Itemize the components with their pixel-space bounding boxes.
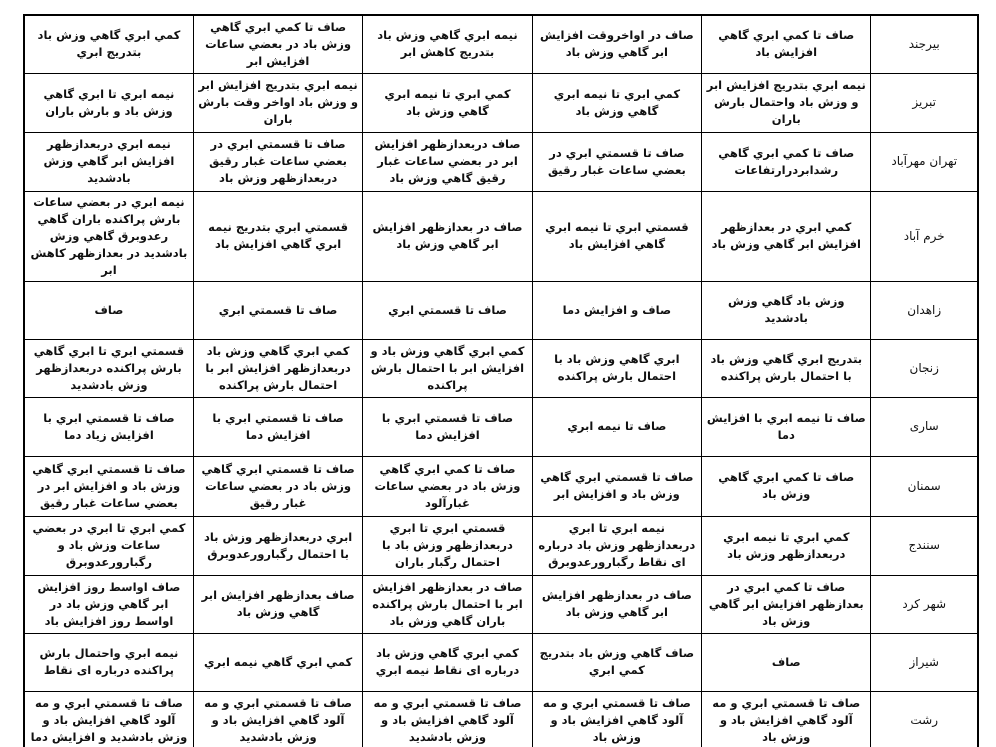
forecast-cell-day-4: صاف تا قسمتي ابري و مه آلود گاهي افزايش باد و وزش بادشديد [193, 691, 362, 747]
city-name: رشت [871, 691, 978, 747]
forecast-cell-day-1: صاف [702, 633, 871, 691]
city-name: شهر كرد [871, 575, 978, 633]
table-row [24, 73, 978, 132]
table-row [24, 15, 978, 73]
city-name: تبريز [871, 73, 978, 132]
forecast-cell-day-4: قسمتي ابري بتدريج نيمه ابري گاهي افزايش باد [193, 191, 362, 281]
forecast-cell-day-5: صاف [24, 281, 193, 339]
forecast-table-body [24, 15, 978, 747]
forecast-cell-day-3: قسمتي ابري تا ابري دربعدازظهر وزش باد با احتمال رگبار باران [363, 516, 532, 575]
table-row [24, 281, 978, 339]
city-name: بیرجند [871, 15, 978, 73]
table-row [24, 191, 978, 281]
forecast-cell-day-1: صاف تا كمي ابري گاهي رشدابردرارتفاعات [702, 132, 871, 191]
forecast-cell-day-5: كمي ابري تا ابري در بعضي ساعات وزش باد و رگبارورعدوبرق [24, 516, 193, 575]
forecast-cell-day-2: صاف تا قسمتي ابري گاهي وزش باد و افزايش ابر [532, 456, 701, 516]
weather-forecast-table [23, 14, 979, 747]
forecast-cell-day-3: كمي ابري گاهي وزش باد درباره اى نقاط نيمه ابري [363, 633, 532, 691]
forecast-cell-day-1: وزش باد گاهي وزش بادشديد [702, 281, 871, 339]
forecast-cell-day-1: بتدريج ابري گاهي وزش باد با احتمال بارش پراكنده [702, 339, 871, 397]
city-name: خرم آباد [871, 191, 978, 281]
forecast-cell-day-5: قسمتي ابري تا ابري گاهي بارش پراكنده دربعدازظهر وزش بادشديد [24, 339, 193, 397]
forecast-cell-day-3: صاف دربعدازظهر افزايش ابر در بعضي ساعات غبار رقيق گاهي وزش باد [363, 132, 532, 191]
forecast-cell-day-3: صاف تا قسمتي ابري با افزايش دما [363, 397, 532, 456]
forecast-cell-day-2: صاف و افزايش دما [532, 281, 701, 339]
table-row [24, 691, 978, 747]
forecast-cell-day-1: صاف تا كمي ابري گاهي وزش باد [702, 456, 871, 516]
forecast-cell-day-3: كمي ابري تا نيمه ابري گاهي وزش باد [363, 73, 532, 132]
forecast-cell-day-3: صاف در بعدازظهر افزايش ابر گاهي وزش باد [363, 191, 532, 281]
forecast-cell-day-5: نيمه ابري تا ابري گاهي وزش باد و بارش باران [24, 73, 193, 132]
forecast-cell-day-4: كمي ابري گاهي وزش باد دربعدازظهر افزايش ابر با احتمال بارش پراكنده [193, 339, 362, 397]
table-row [24, 575, 978, 633]
forecast-cell-day-2: ابري گاهي وزش باد با احتمال بارش پراكنده [532, 339, 701, 397]
forecast-cell-day-4: صاف بعدازظهر افزايش ابر گاهي وزش باد [193, 575, 362, 633]
forecast-cell-day-5: كمي ابري گاهي وزش باد بتدريج ابري [24, 15, 193, 73]
forecast-cell-day-2: صاف تا نيمه ابري [532, 397, 701, 456]
table-row [24, 397, 978, 456]
city-name: ساری [871, 397, 978, 456]
forecast-cell-day-1: نيمه ابري بتدريج افزايش ابر و وزش باد واحتمال بارش باران [702, 73, 871, 132]
city-name: سنندج [871, 516, 978, 575]
forecast-cell-day-4: صاف تا كمي ابري گاهي وزش باد در بعضي ساعات افزايش ابر [193, 15, 362, 73]
city-name: زنجان [871, 339, 978, 397]
forecast-cell-day-2: صاف در بعدازظهر افزايش ابر گاهي وزش باد [532, 575, 701, 633]
forecast-cell-day-5: صاف تا قسمتي ابري گاهي وزش باد و افزايش ابر در بعضي ساعات غبار رقيق [24, 456, 193, 516]
city-name: شيراز [871, 633, 978, 691]
forecast-cell-day-5: صاف تا قسمتي ابري با افزايش زياد دما [24, 397, 193, 456]
forecast-cell-day-2: صاف تا قسمتي ابري و مه آلود گاهي افزايش باد و وزش باد [532, 691, 701, 747]
forecast-cell-day-3: صاف تا كمي ابري گاهي وزش باد در بعضي ساعات غبارآلود [363, 456, 532, 516]
table-row [24, 339, 978, 397]
forecast-cell-day-4: صاف تا قسمتي ابري با افزايش دما [193, 397, 362, 456]
forecast-cell-day-1: صاف تا قسمتي ابري و مه آلود گاهي افزايش باد و وزش باد [702, 691, 871, 747]
forecast-cell-day-1: صاف تا نيمه ابري با افزايش دما [702, 397, 871, 456]
forecast-cell-day-3: كمي ابري گاهي وزش باد و افزايش ابر با احتمال بارش پراكنده [363, 339, 532, 397]
forecast-cell-day-1: صاف تا كمي ابري در بعدازظهر افزايش ابر گاهي وزش باد [702, 575, 871, 633]
forecast-cell-day-1: كمي ابري در بعدازظهر افزايش ابر گاهي وزش باد [702, 191, 871, 281]
table-row [24, 516, 978, 575]
forecast-cell-day-2: نيمه ابري تا ابري دربعدازظهر وزش باد درباره اى نقاط رگبارورعدوبرق [532, 516, 701, 575]
forecast-cell-day-2: كمي ابري تا نيمه ابري گاهي وزش باد [532, 73, 701, 132]
forecast-cell-day-2: قسمتي ابري تا نيمه ابري گاهي افزايش باد [532, 191, 701, 281]
forecast-cell-day-4: صاف تا قسمتي ابري در بعضي ساعات غبار رقيق دربعدازظهر وزش باد [193, 132, 362, 191]
table-row [24, 132, 978, 191]
forecast-cell-day-5: نيمه ابري در بعضي ساعات بارش پراكنده باران گاهي رعدوبرق گاهي وزش بادشديد در بعدازظهر كاهش ابر [24, 191, 193, 281]
forecast-cell-day-5: نيمه ابري دربعدازظهر افزايش ابر گاهي وزش بادشديد [24, 132, 193, 191]
forecast-cell-day-4: نيمه ابري بتدريج افزايش ابر و وزش باد اواخر وقت بارش باران [193, 73, 362, 132]
forecast-cell-day-1: صاف تا كمي ابري گاهي افزايش باد [702, 15, 871, 73]
city-name: زاهدان [871, 281, 978, 339]
forecast-cell-day-2: صاف گاهي وزش باد بتدريج كمي ابري [532, 633, 701, 691]
forecast-cell-day-1: كمي ابري تا نيمه ابري دربعدازظهر وزش باد [702, 516, 871, 575]
forecast-cell-day-4: كمي ابري گاهي نيمه ابري [193, 633, 362, 691]
forecast-cell-day-5: صاف تا قسمتي ابري و مه آلود گاهي افزايش باد و وزش بادشديد و افزايش دما [24, 691, 193, 747]
forecast-cell-day-2: صاف در اواخروقت افزايش ابر گاهي وزش باد [532, 15, 701, 73]
table-row [24, 633, 978, 691]
forecast-cell-day-5: صاف اواسط روز افزايش ابر گاهي وزش باد در اواسط روز افزايش باد [24, 575, 193, 633]
city-name: سمنان [871, 456, 978, 516]
forecast-cell-day-4: صاف تا قسمتي ابري گاهي وزش باد در بعضي ساعات غبار رقيق [193, 456, 362, 516]
city-name: تهران مهرآباد [871, 132, 978, 191]
forecast-cell-day-5: نيمه ابري واحتمال بارش پراكنده درباره اى نقاط [24, 633, 193, 691]
forecast-cell-day-3: صاف تا قسمتي ابري و مه آلود گاهي افزايش باد و وزش بادشديد [363, 691, 532, 747]
forecast-cell-day-3: صاف تا قسمتي ابري [363, 281, 532, 339]
forecast-cell-day-4: صاف تا قسمتي ابري [193, 281, 362, 339]
table-row [24, 456, 978, 516]
forecast-cell-day-3: نيمه ابري گاهي وزش باد بتدريج كاهش ابر [363, 15, 532, 73]
forecast-cell-day-2: صاف تا قسمتي ابري در بعضي ساعات غبار رقيق [532, 132, 701, 191]
forecast-cell-day-3: صاف در بعدازظهر افزايش ابر با احتمال بارش پراكنده باران گاهي وزش باد [363, 575, 532, 633]
forecast-cell-day-4: ابري دربعدازظهر وزش باد با احتمال رگبارورعدوبرق [193, 516, 362, 575]
